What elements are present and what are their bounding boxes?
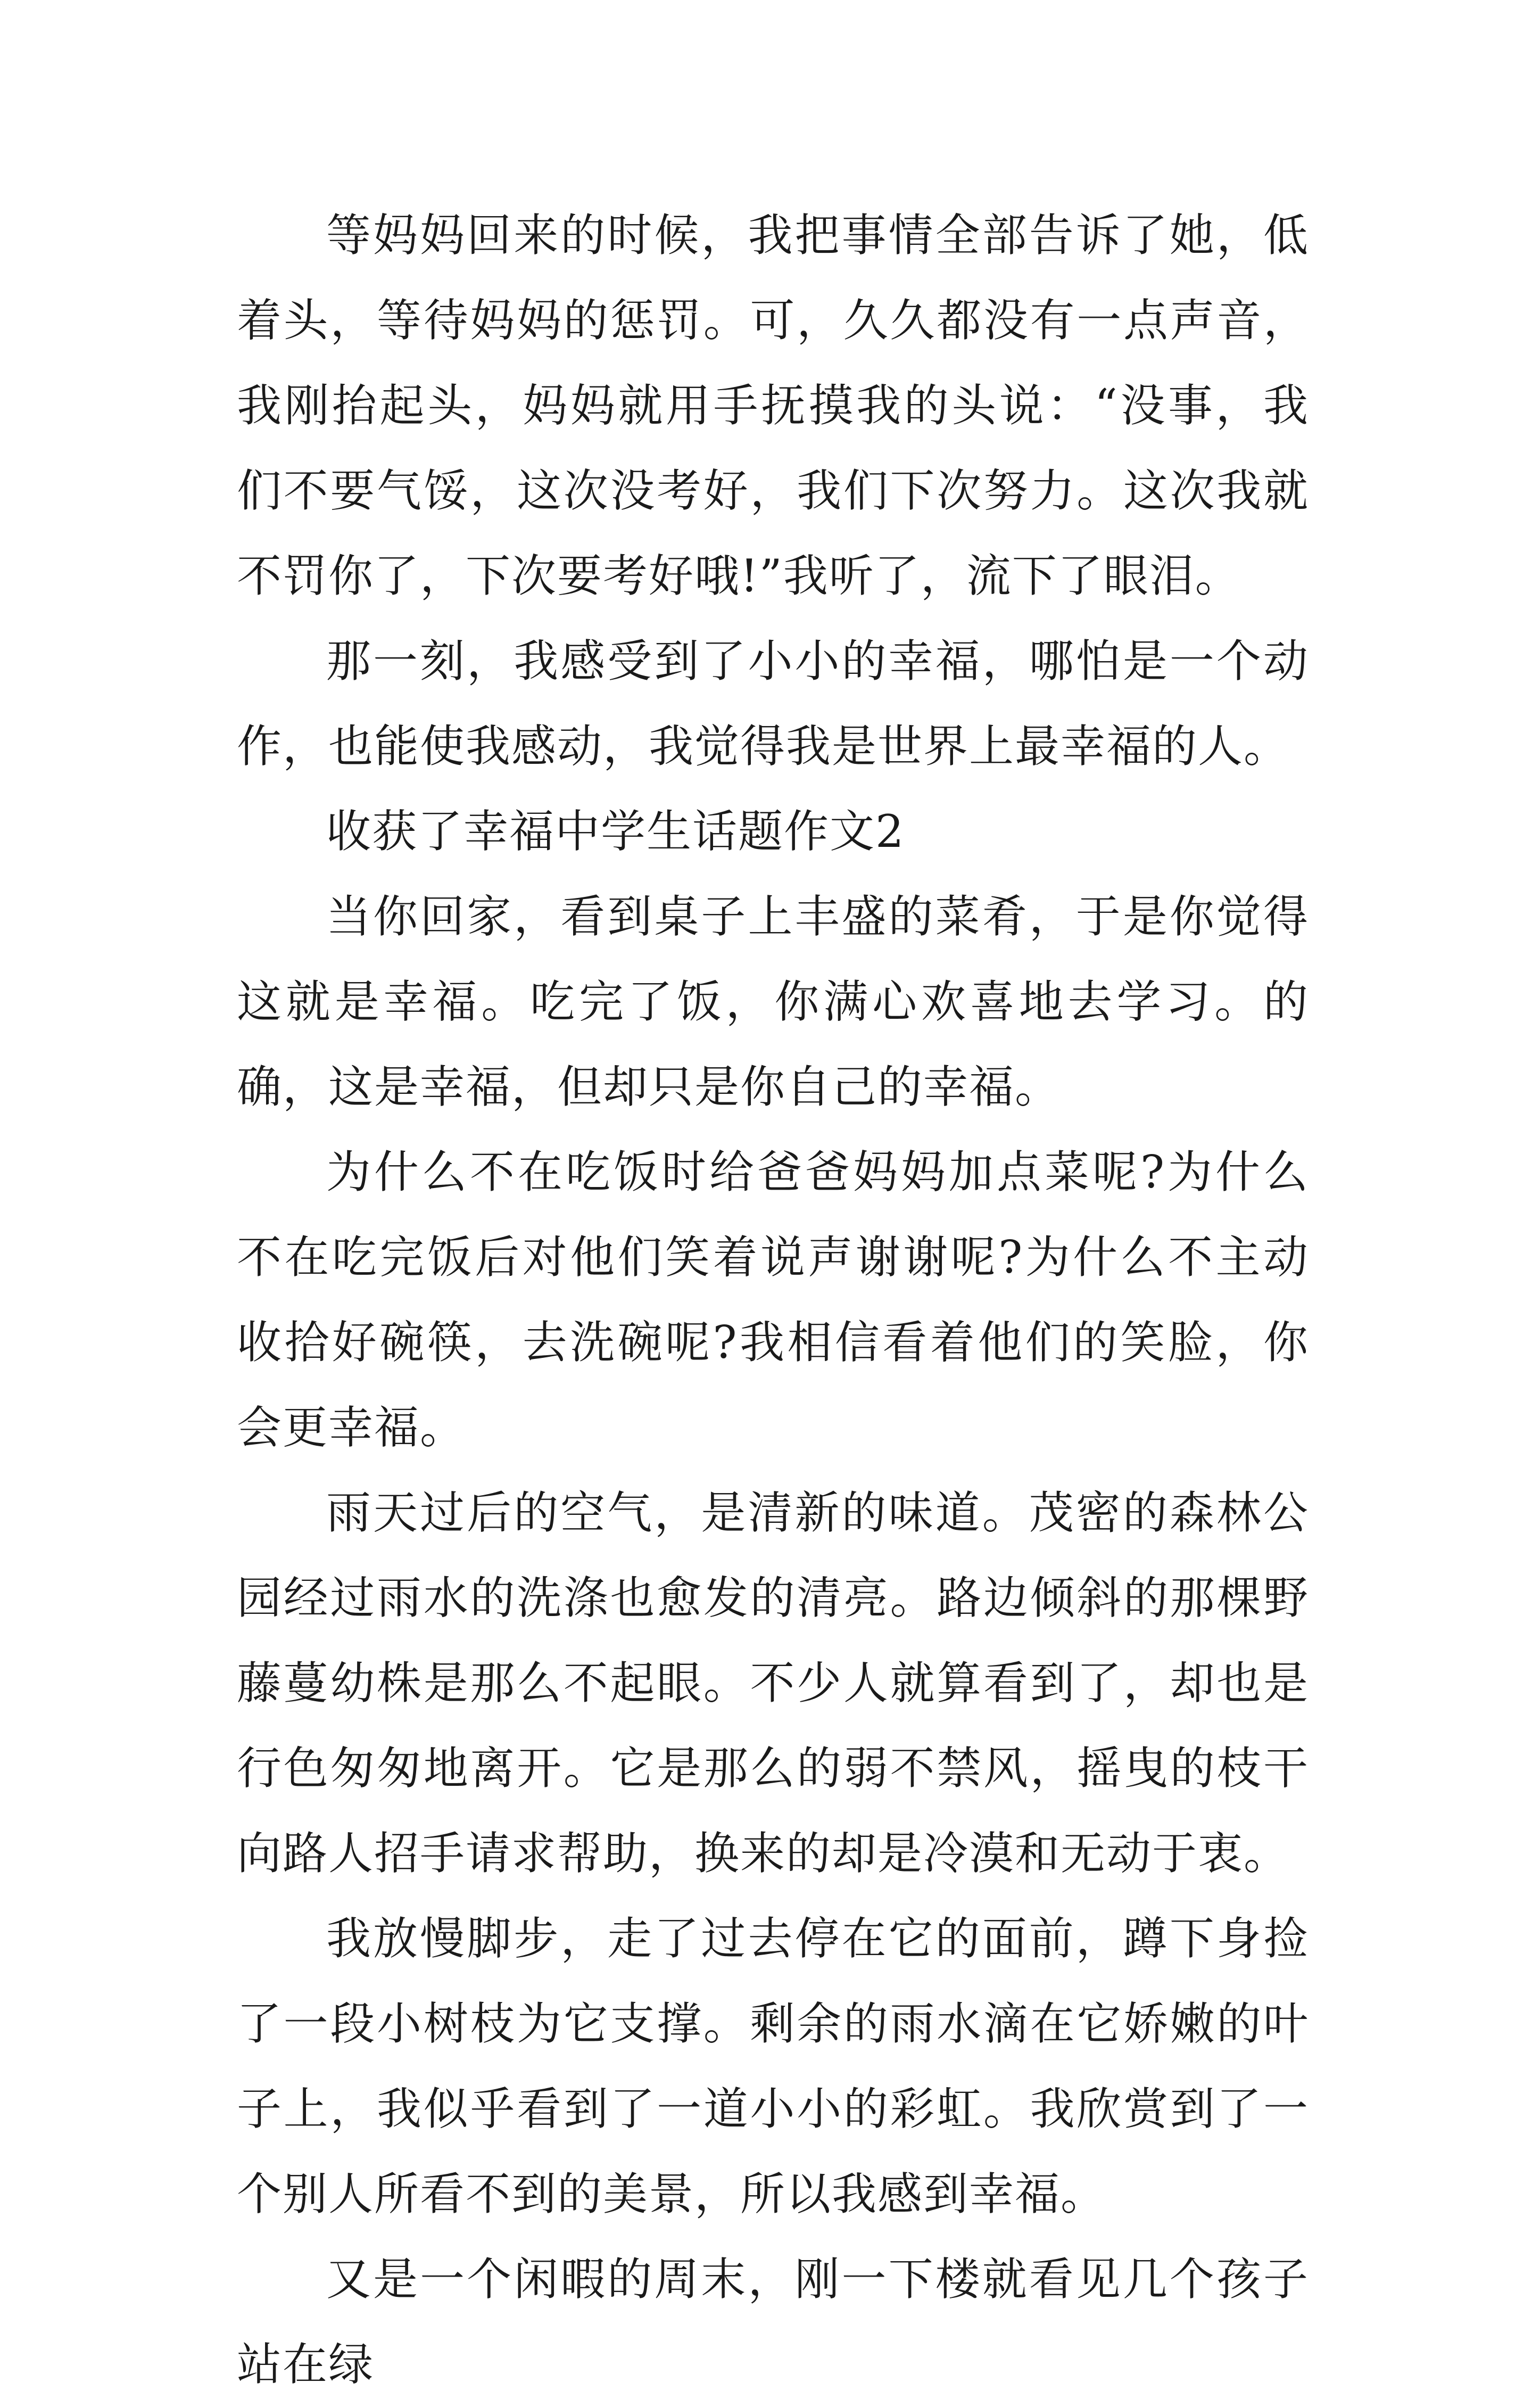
paragraph-5: 雨天过后的空气，是清新的味道。茂密的森林公园经过雨水的洗涤也愈发的清亮。路边倾斜的那棵野藤蔓幼株是那么不起眼。不少人就算看到了，却也是行色匆匆地离开。它是那么的弱不禁风，摇曳的枝干向路人招手请求帮助，换来的却是冷漠和无动于衷。 bbox=[237, 1487, 1309, 1880]
paragraph-7: 又是一个闲暇的周末，刚一下楼就看见几个孩子站在绿 bbox=[237, 2253, 1309, 2390]
paragraph-6: 我放慢脚步，走了过去停在它的面前，蹲下身捡了一段小树枝为它支撑。剩余的雨水滴在它娇嫩的叶子上，我似乎看到了一道小小的彩虹。我欣赏到了一个别人所看不到的美景，所以我感到幸福。 bbox=[237, 1913, 1309, 2220]
paragraph-2: 那一刻，我感受到了小小的幸福，哪怕是一个动作，也能使我感动，我觉得我是世界上最幸福的人。 bbox=[237, 635, 1309, 772]
paragraph-3: 当你回家，看到桌子上丰盛的菜肴，于是你觉得这就是幸福。吃完了饭，你满心欢喜地去学习。的确，这是幸福，但却只是你自己的幸福。 bbox=[237, 891, 1309, 1113]
paragraph-4: 为什么不在吃饭时给爸爸妈妈加点菜呢?为什么不在吃完饭后对他们笑着说声谢谢呢?为什么不主动收拾好碗筷，去洗碗呢?我相信看着他们的笑脸，你会更幸福。 bbox=[237, 1146, 1309, 1454]
section-heading: 收获了幸福中学生话题作文2 bbox=[326, 805, 905, 858]
document-body bbox=[237, 193, 1309, 2407]
paragraph-1: 等妈妈回来的时候，我把事情全部告诉了她，低着头，等待妈妈的惩罚。可，久久都没有一点声音，我刚抬起头，妈妈就用手抚摸我的头说：“没事，我们不要气馁，这次没考好，我们下次努力。这次我就不罚你了，下次要考好哦!”我听了，流下了眼泪。 bbox=[237, 209, 1309, 602]
